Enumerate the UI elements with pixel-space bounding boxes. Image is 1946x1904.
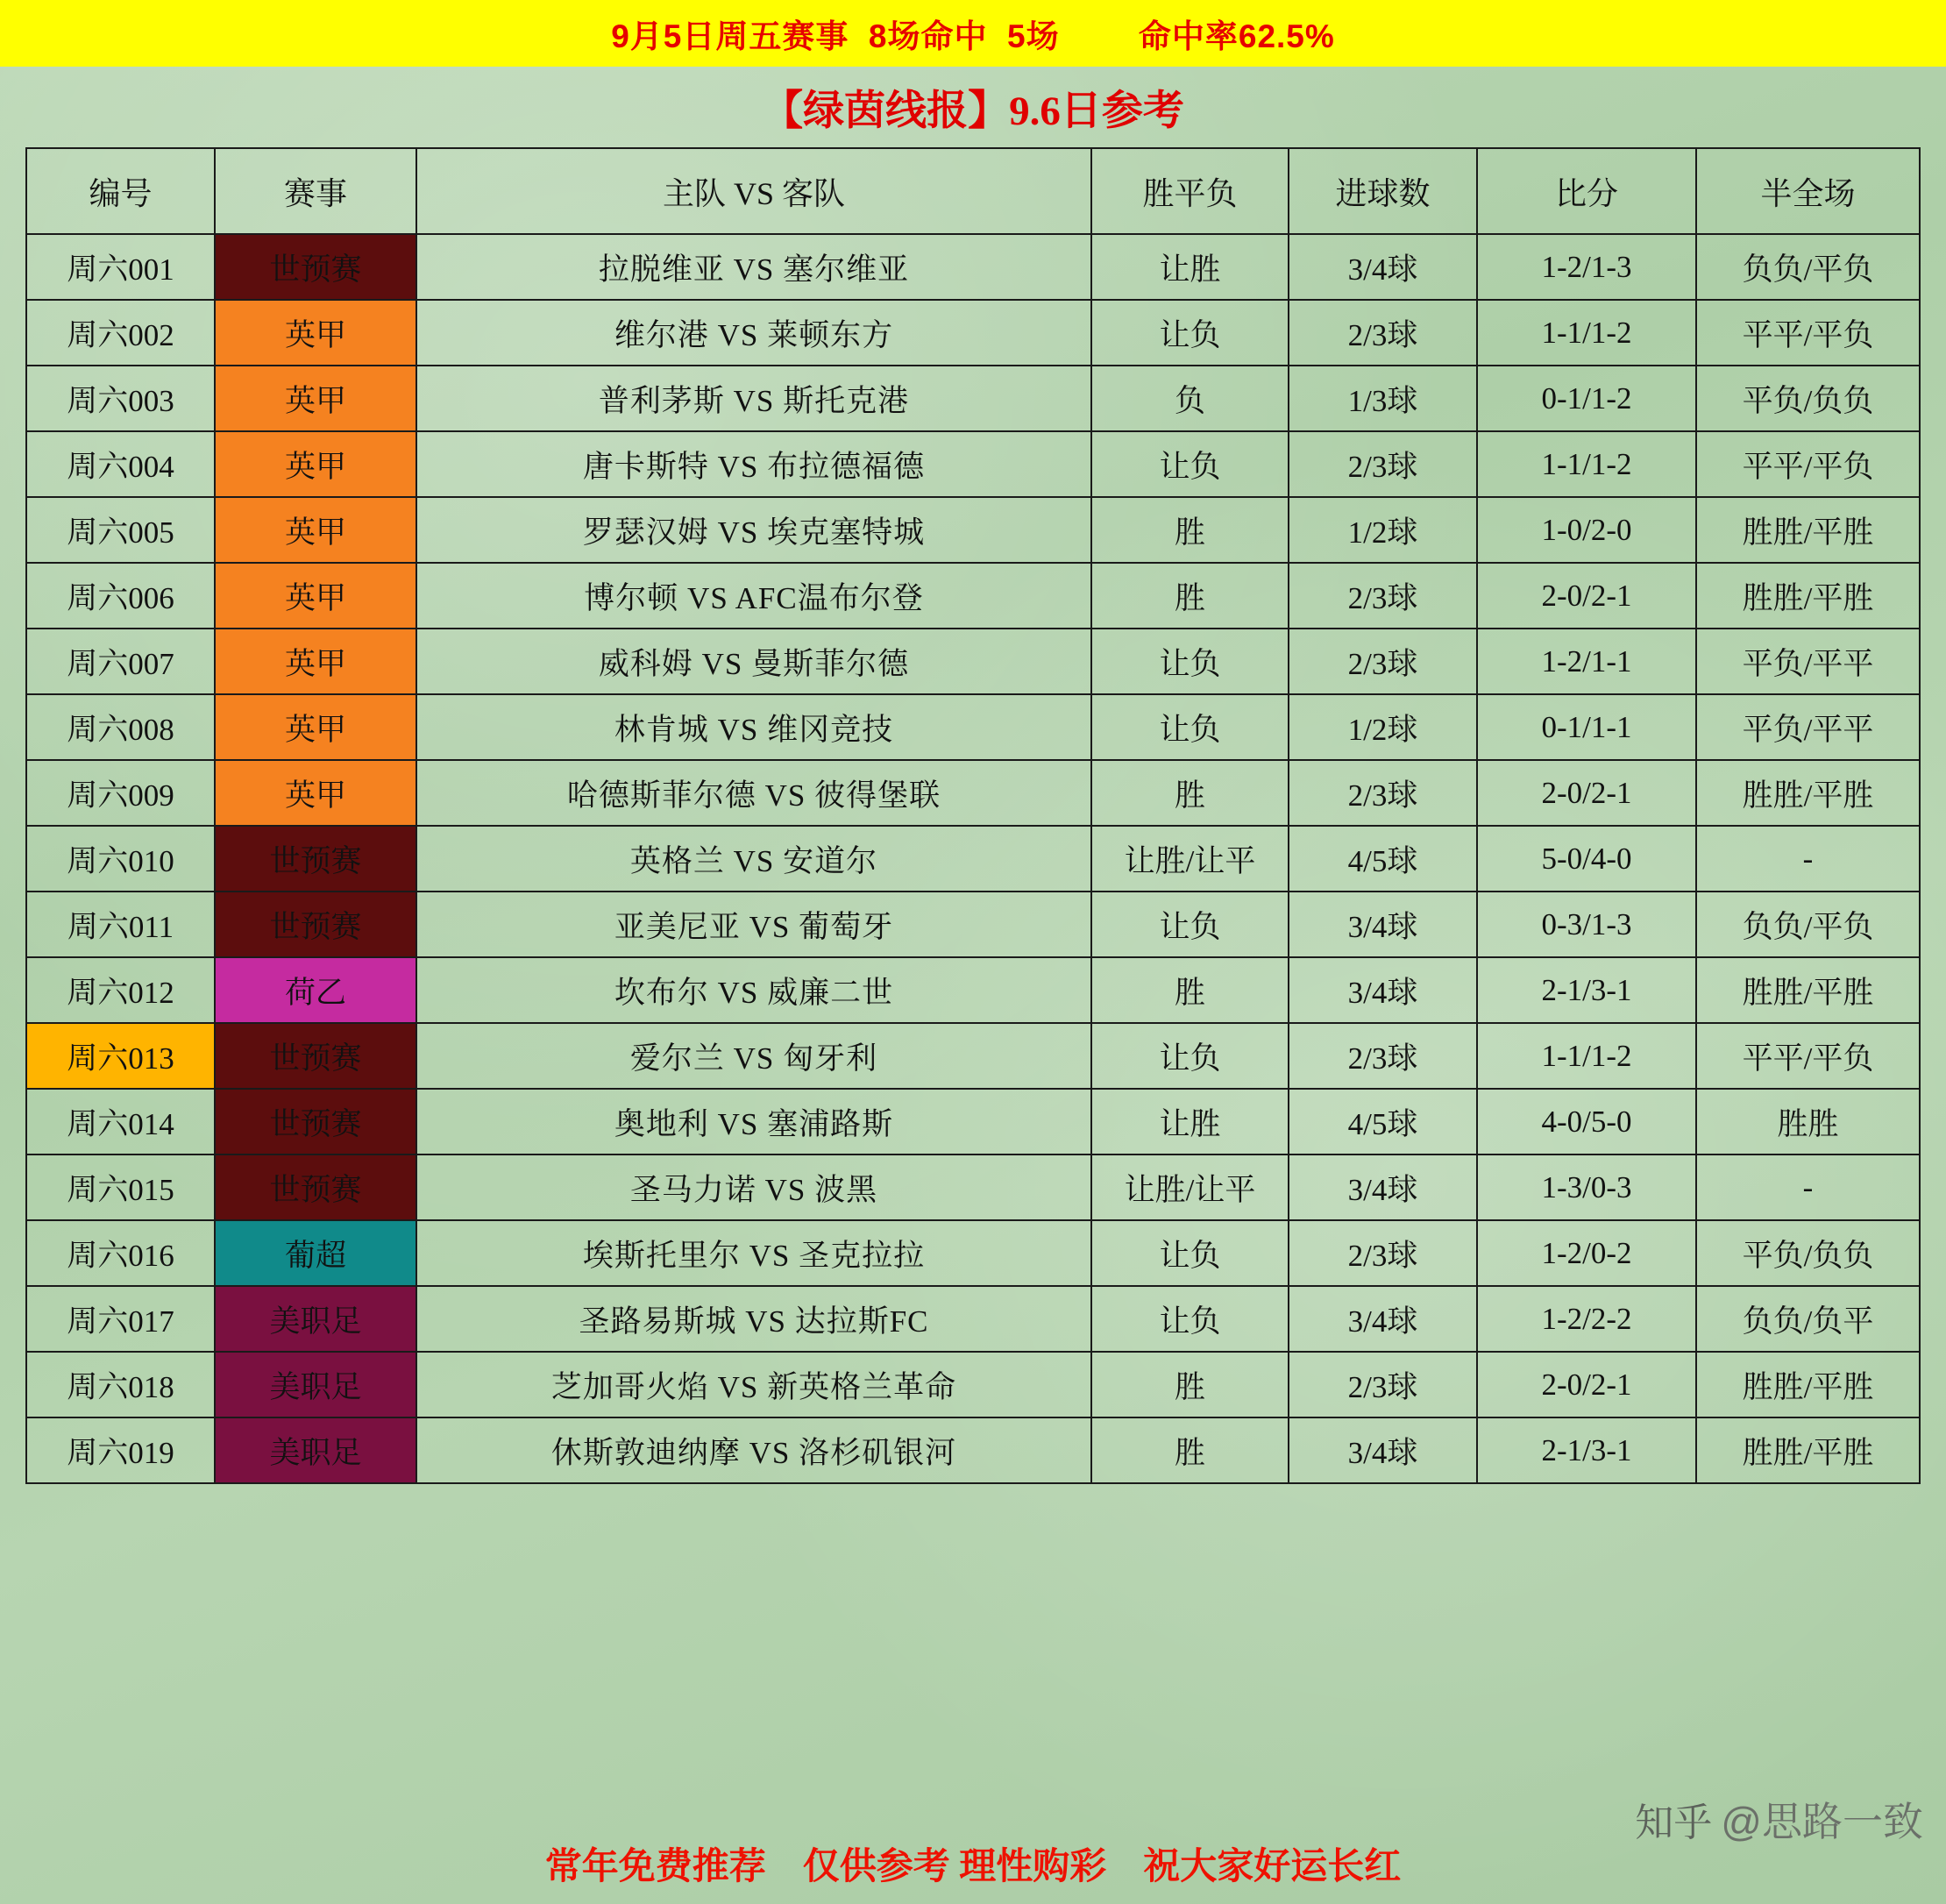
cell-teams: 坎布尔 VS 威廉二世 — [416, 957, 1091, 1023]
cell-score: 2-0/2-1 — [1477, 1352, 1696, 1417]
cell-score: 1-2/2-2 — [1477, 1286, 1696, 1352]
cell-league: 英甲 — [215, 629, 416, 694]
cell-score: 1-0/2-0 — [1477, 497, 1696, 563]
cell-match-id: 周六017 — [26, 1286, 215, 1352]
table-row — [26, 1089, 1920, 1154]
cell-halffull: 负负/平负 — [1696, 234, 1920, 300]
cell-league: 英甲 — [215, 760, 416, 826]
table-body — [26, 234, 1920, 1483]
cell-match-id: 周六005 — [26, 497, 215, 563]
cell-match-id: 周六011 — [26, 892, 215, 957]
cell-teams: 奥地利 VS 塞浦路斯 — [416, 1089, 1091, 1154]
cell-teams: 博尔顿 VS AFC温布尔登 — [416, 563, 1091, 629]
cell-goals: 2/3球 — [1289, 431, 1477, 497]
cell-goals: 2/3球 — [1289, 760, 1477, 826]
cell-match-id: 周六009 — [26, 760, 215, 826]
cell-halffull: 胜胜/平胜 — [1696, 1352, 1920, 1417]
cell-goals: 3/4球 — [1289, 234, 1477, 300]
cell-wdl: 胜 — [1091, 497, 1289, 563]
cell-score: 0-3/1-3 — [1477, 892, 1696, 957]
cell-halffull: 平负/平平 — [1696, 629, 1920, 694]
cell-wdl: 让负 — [1091, 629, 1289, 694]
table-row — [26, 629, 1920, 694]
cell-wdl: 让胜/让平 — [1091, 1154, 1289, 1220]
cell-score: 4-0/5-0 — [1477, 1089, 1696, 1154]
cell-score: 1-3/0-3 — [1477, 1154, 1696, 1220]
cell-wdl: 胜 — [1091, 1417, 1289, 1483]
cell-teams: 唐卡斯特 VS 布拉德福德 — [416, 431, 1091, 497]
table-row — [26, 1352, 1920, 1417]
cell-halffull: 胜胜/平胜 — [1696, 497, 1920, 563]
cell-wdl: 胜 — [1091, 760, 1289, 826]
cell-wdl: 让负 — [1091, 431, 1289, 497]
cell-wdl: 让负 — [1091, 300, 1289, 366]
cell-match-id: 周六003 — [26, 366, 215, 431]
table-header — [26, 148, 1920, 234]
cell-teams: 休斯敦迪纳摩 VS 洛杉矶银河 — [416, 1417, 1091, 1483]
cell-teams: 亚美尼亚 VS 葡萄牙 — [416, 892, 1091, 957]
cell-halffull: 平负/负负 — [1696, 1220, 1920, 1286]
table-row — [26, 957, 1920, 1023]
cell-league: 世预赛 — [215, 892, 416, 957]
cell-league: 英甲 — [215, 563, 416, 629]
cell-teams: 哈德斯菲尔德 VS 彼得堡联 — [416, 760, 1091, 826]
table-row — [26, 300, 1920, 366]
cell-goals: 3/4球 — [1289, 892, 1477, 957]
cell-wdl: 让负 — [1091, 892, 1289, 957]
cell-score: 1-1/1-2 — [1477, 300, 1696, 366]
cell-score: 5-0/4-0 — [1477, 826, 1696, 892]
cell-score: 1-2/0-2 — [1477, 1220, 1696, 1286]
cell-halffull: 平负/平平 — [1696, 694, 1920, 760]
cell-score: 1-1/1-2 — [1477, 431, 1696, 497]
table-row — [26, 1417, 1920, 1483]
cell-match-id: 周六006 — [26, 563, 215, 629]
cell-match-id: 周六012 — [26, 957, 215, 1023]
cell-match-id: 周六014 — [26, 1089, 215, 1154]
cell-halffull: 胜胜/平胜 — [1696, 1417, 1920, 1483]
cell-league: 英甲 — [215, 300, 416, 366]
header-wdl: 胜平负 — [1091, 148, 1289, 234]
cell-league: 英甲 — [215, 366, 416, 431]
cell-wdl: 胜 — [1091, 957, 1289, 1023]
cell-league: 荷乙 — [215, 957, 416, 1023]
cell-match-id: 周六004 — [26, 431, 215, 497]
cell-score: 1-2/1-3 — [1477, 234, 1696, 300]
page-title — [0, 67, 1946, 147]
cell-halffull: 胜胜/平胜 — [1696, 563, 1920, 629]
header-half: 半全场 — [1696, 148, 1920, 234]
cell-score: 2-0/2-1 — [1477, 760, 1696, 826]
footer-text: 常年免费推荐 仅供参考 理性购彩 祝大家好运长红 — [544, 1847, 1402, 1887]
cell-goals: 1/2球 — [1289, 497, 1477, 563]
cell-teams: 威科姆 VS 曼斯菲尔德 — [416, 629, 1091, 694]
cell-halffull: 负负/负平 — [1696, 1286, 1920, 1352]
cell-score: 2-1/3-1 — [1477, 1417, 1696, 1483]
cell-match-id: 周六018 — [26, 1352, 215, 1417]
cell-league: 美职足 — [215, 1352, 416, 1417]
cell-goals: 4/5球 — [1289, 826, 1477, 892]
cell-wdl: 让胜/让平 — [1091, 826, 1289, 892]
cell-league: 美职足 — [215, 1417, 416, 1483]
header-league: 赛事 — [215, 148, 416, 234]
cell-league: 世预赛 — [215, 234, 416, 300]
cell-match-id: 周六015 — [26, 1154, 215, 1220]
table-row — [26, 366, 1920, 431]
cell-teams: 芝加哥火焰 VS 新英格兰革命 — [416, 1352, 1091, 1417]
cell-halffull: - — [1696, 826, 1920, 892]
cell-wdl: 让负 — [1091, 1220, 1289, 1286]
page-title-text: 【绿茵线报】9.6日参考 — [762, 88, 1184, 134]
top-banner — [0, 0, 1946, 67]
cell-match-id: 周六008 — [26, 694, 215, 760]
table-row — [26, 892, 1920, 957]
cell-teams: 林肯城 VS 维冈竞技 — [416, 694, 1091, 760]
header-row — [26, 148, 1920, 234]
cell-halffull: 胜胜 — [1696, 1089, 1920, 1154]
cell-goals: 2/3球 — [1289, 1220, 1477, 1286]
cell-match-id: 周六019 — [26, 1417, 215, 1483]
cell-halffull: 平平/平负 — [1696, 300, 1920, 366]
cell-halffull: 平平/平负 — [1696, 431, 1920, 497]
cell-wdl: 让胜 — [1091, 1089, 1289, 1154]
cell-goals: 2/3球 — [1289, 563, 1477, 629]
cell-score: 0-1/1-2 — [1477, 366, 1696, 431]
cell-teams: 爱尔兰 VS 匈牙利 — [416, 1023, 1091, 1089]
cell-score: 2-1/3-1 — [1477, 957, 1696, 1023]
table-row — [26, 563, 1920, 629]
cell-match-id: 周六001 — [26, 234, 215, 300]
cell-wdl: 胜 — [1091, 1352, 1289, 1417]
cell-match-id: 周六010 — [26, 826, 215, 892]
cell-goals: 4/5球 — [1289, 1089, 1477, 1154]
cell-league: 英甲 — [215, 497, 416, 563]
cell-match-id: 周六007 — [26, 629, 215, 694]
cell-league: 美职足 — [215, 1286, 416, 1352]
cell-league: 世预赛 — [215, 1023, 416, 1089]
cell-teams: 埃斯托里尔 VS 圣克拉拉 — [416, 1220, 1091, 1286]
cell-goals: 3/4球 — [1289, 1417, 1477, 1483]
cell-teams: 罗瑟汉姆 VS 埃克塞特城 — [416, 497, 1091, 563]
cell-wdl: 让胜 — [1091, 234, 1289, 300]
zhihu-logo: 知乎 — [1635, 1801, 1713, 1844]
header-goals: 进球数 — [1289, 148, 1477, 234]
cell-league: 葡超 — [215, 1220, 416, 1286]
cell-match-id: 周六013 — [26, 1023, 215, 1089]
cell-wdl: 胜 — [1091, 563, 1289, 629]
cell-goals: 3/4球 — [1289, 957, 1477, 1023]
cell-league: 世预赛 — [215, 1089, 416, 1154]
matches-table — [25, 147, 1921, 1484]
cell-halffull: 胜胜/平胜 — [1696, 760, 1920, 826]
cell-teams: 拉脱维亚 VS 塞尔维亚 — [416, 234, 1091, 300]
cell-score: 1-2/1-1 — [1477, 629, 1696, 694]
cell-score: 2-0/2-1 — [1477, 563, 1696, 629]
cell-halffull: 平平/平负 — [1696, 1023, 1920, 1089]
cell-goals: 1/2球 — [1289, 694, 1477, 760]
header-id: 编号 — [26, 148, 215, 234]
table-row — [26, 1023, 1920, 1089]
cell-league: 世预赛 — [215, 1154, 416, 1220]
table-row — [26, 1286, 1920, 1352]
table-row — [26, 694, 1920, 760]
table-row — [26, 497, 1920, 563]
table-row — [26, 234, 1920, 300]
cell-teams: 圣路易斯城 VS 达拉斯FC — [416, 1286, 1091, 1352]
cell-teams: 圣马力诺 VS 波黑 — [416, 1154, 1091, 1220]
cell-goals: 2/3球 — [1289, 629, 1477, 694]
cell-goals: 3/4球 — [1289, 1286, 1477, 1352]
cell-halffull: 负负/平负 — [1696, 892, 1920, 957]
header-score: 比分 — [1477, 148, 1696, 234]
cell-league: 英甲 — [215, 694, 416, 760]
cell-halffull: 胜胜/平胜 — [1696, 957, 1920, 1023]
cell-goals: 3/4球 — [1289, 1154, 1477, 1220]
table-row — [26, 431, 1920, 497]
cell-halffull: - — [1696, 1154, 1920, 1220]
cell-wdl: 负 — [1091, 366, 1289, 431]
cell-teams: 普利茅斯 VS 斯托克港 — [416, 366, 1091, 431]
cell-goals: 1/3球 — [1289, 366, 1477, 431]
table-row — [26, 826, 1920, 892]
cell-teams: 英格兰 VS 安道尔 — [416, 826, 1091, 892]
cell-halffull: 平负/负负 — [1696, 366, 1920, 431]
table-row — [26, 760, 1920, 826]
cell-match-id: 周六002 — [26, 300, 215, 366]
header-match: 主队 VS 客队 — [416, 148, 1091, 234]
cell-league: 英甲 — [215, 431, 416, 497]
table-row — [26, 1154, 1920, 1220]
watermark — [1635, 1790, 1923, 1848]
cell-wdl: 让负 — [1091, 1286, 1289, 1352]
banner-text: 9月5日周五赛事 8场命中 5场 命中率62.5% — [611, 18, 1335, 54]
watermark-user: @思路一致 — [1721, 1799, 1923, 1844]
table-row — [26, 1220, 1920, 1286]
cell-match-id: 周六016 — [26, 1220, 215, 1286]
cell-goals: 2/3球 — [1289, 1023, 1477, 1089]
cell-wdl: 让负 — [1091, 694, 1289, 760]
cell-score: 1-1/1-2 — [1477, 1023, 1696, 1089]
cell-league: 世预赛 — [215, 826, 416, 892]
cell-score: 0-1/1-1 — [1477, 694, 1696, 760]
cell-goals: 2/3球 — [1289, 300, 1477, 366]
cell-wdl: 让负 — [1091, 1023, 1289, 1089]
cell-teams: 维尔港 VS 莱顿东方 — [416, 300, 1091, 366]
cell-goals: 2/3球 — [1289, 1352, 1477, 1417]
